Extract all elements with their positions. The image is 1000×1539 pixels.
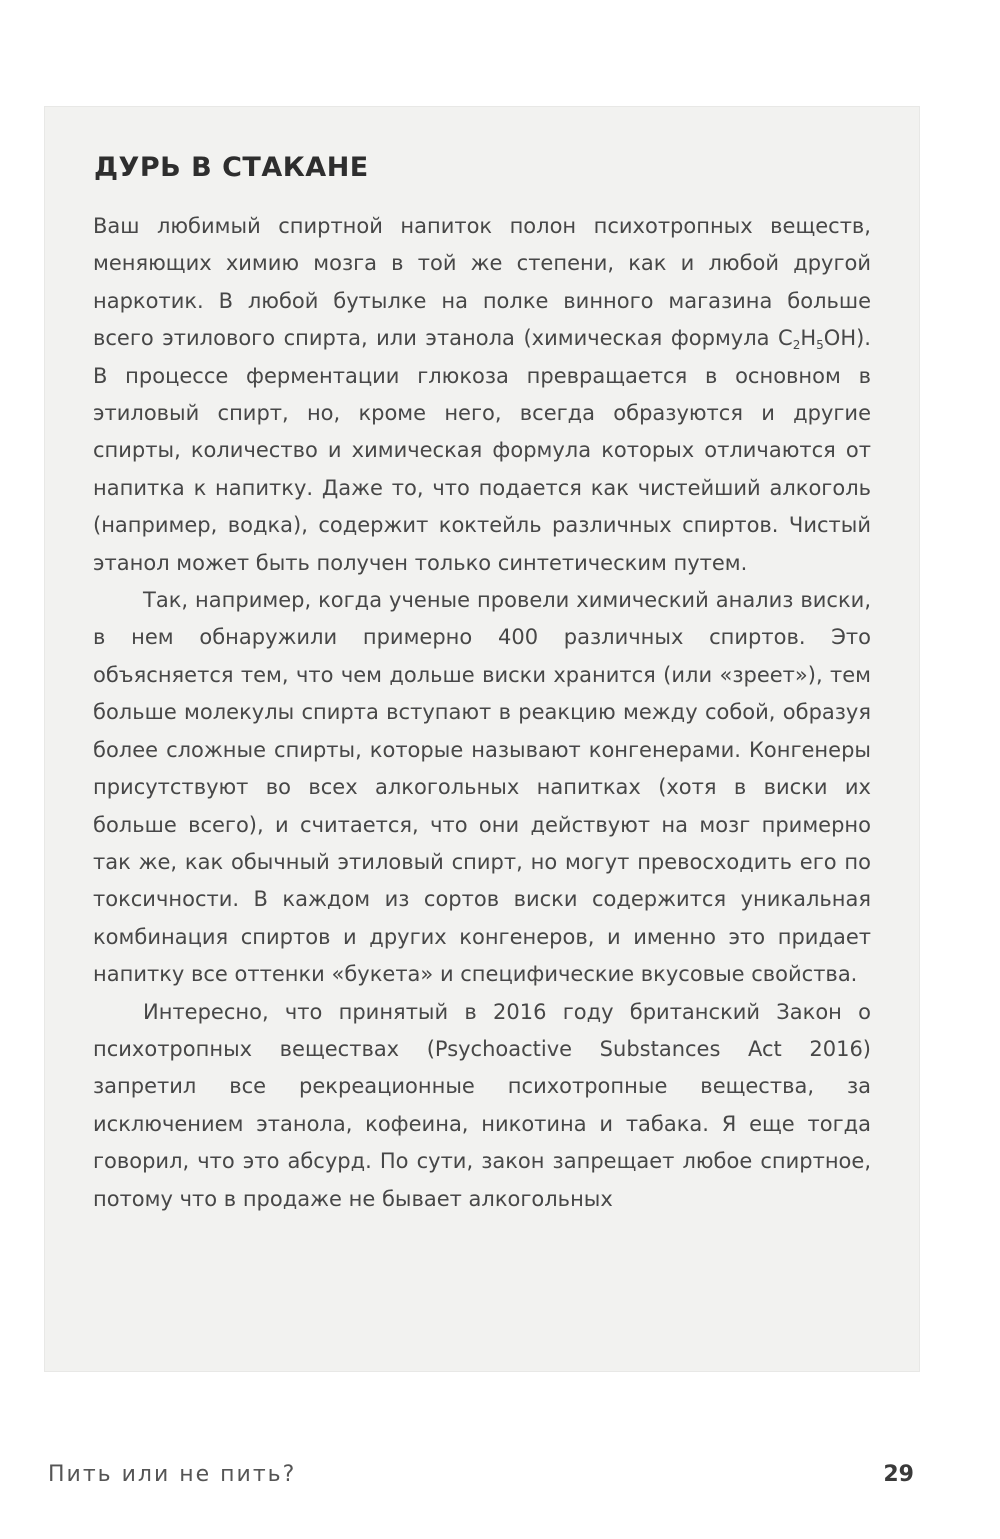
formula-subscript-5: 5 bbox=[816, 338, 824, 353]
section-heading: ДУРЬ В СТАКАНЕ bbox=[94, 152, 369, 183]
body-text bbox=[93, 208, 871, 1218]
running-title: Пить или не пить? bbox=[48, 1462, 297, 1487]
paragraph-1 bbox=[93, 208, 871, 582]
formula-subscript-2: 2 bbox=[792, 338, 801, 353]
paragraph-3: Интересно, что принятый в 2016 году британский Закон о психотропных веществах (Psychoactive Substances Act 2016) запретил все рекреационные психотропные вещества, за исключением этанола, кофеина, никотина и табака. Я еще тогда говорил, что это абсурд. По сути, закон запрещает любое спиртное, потому что в продаже не бывает алкогольных bbox=[93, 999, 871, 1211]
paragraph-1-part-c: OH). В процессе ферментации глюкоза превращается в основном в этиловый спирт, но, кроме него, всегда образуются и другие спирты, количество и химическая формула которых отличаются от напитка к напитку. Даже то, что подается как чистейший алкоголь (например, водка), содержит коктейль различных спиртов. Чистый этанол может быть получен только синтетическим путем. bbox=[93, 326, 871, 575]
paragraph-2: Так, например, когда ученые провели химический анализ виски, в нем обнаружили примерно 400 различных спиртов. Это объясняется тем, что чем дольше виски хранится (или «зреет»), тем больше молекулы спирта вступают в реакцию между собой, образуя более сложные спирты, которые называют конгенерами. Конгенеры присутствуют во всех алкогольных напитках (хотя в виски их больше всего), и считается, что они действуют на мозг примерно так же, как обычный этиловый спирт, но могут превосходить его по токсичности. В каждом из сортов виски содержится уникальная комбинация спиртов и других конгенеров, и именно это придает напитку все оттенки «букета» и специфические вкусовые свойства. bbox=[93, 588, 871, 987]
page-number: 29 bbox=[883, 1462, 914, 1487]
paragraph-1-part-a: Ваш любимый спиртной напиток полон психотропных веществ, меняющих химию мозга в той же степени, как и любой другой наркотик. В любой бутылке на полке винного магазина больше всего этилового спирта, или этанола (химическая формула C bbox=[93, 214, 871, 351]
formula-h: H bbox=[800, 326, 817, 351]
